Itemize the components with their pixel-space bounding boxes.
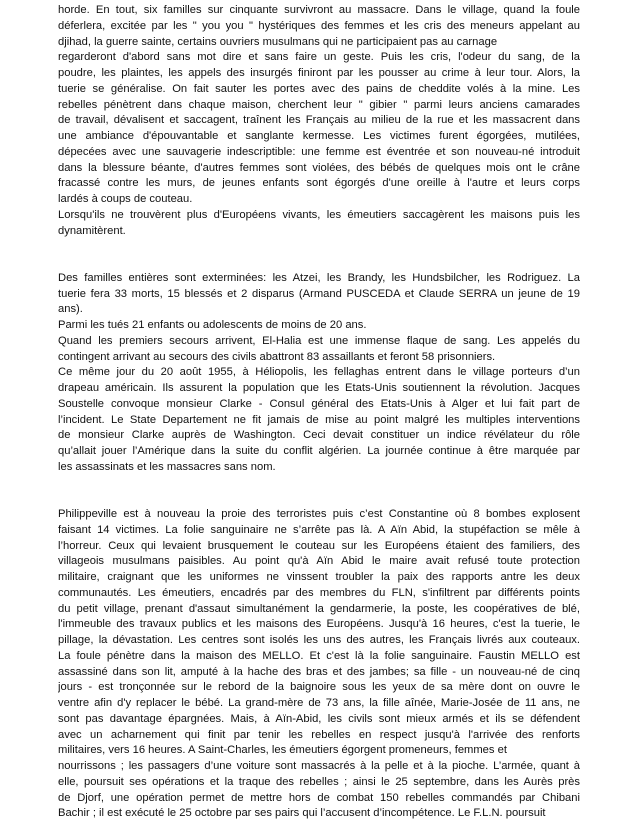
text-line: Soustelle convoque monsieur Clarke - Consul général des Etats-Unis à Alger et lui fait part de bbox=[58, 397, 580, 410]
text-line: dans la blessure béante, d'autres femmes sont violées, des bébés de quelques mois ont le crâne bbox=[58, 161, 580, 174]
text-line: Parmi les tués 21 enfants ou adolescents de moins de 20 ans. bbox=[58, 319, 367, 331]
text-line: pillage, la dévastation. Les centres sont isolés les uns des autres, les Français livrés aux couteaux. bbox=[58, 634, 580, 646]
text-line: l’incident. Le State Departement ne fit jamais de mise au point malgré les multiples interventions bbox=[58, 413, 580, 426]
text-line: villageois musulmans paisibles. Au point qu'à Aïn Abid le maire avait refusé toute protection bbox=[58, 555, 580, 568]
text-line: de Djorf, une opération permet de mettre hors de combat 150 rebelles commandés par Chibani bbox=[58, 791, 580, 804]
text-line: de travail, dévalisent et saccagent, traînent les Français au milieu de la rue et les massacrent dans bbox=[58, 114, 580, 127]
text-line: ventre afin d'y replacer le bébé. La grand-mère de 73 ans, la fille aînée, Marie-Josée de 11 ans, ne bbox=[58, 697, 580, 709]
text-line: dépecées avec une sauvagerie indescriptible: une femme est éventrée et son nouveau-né introduit bbox=[58, 145, 580, 158]
text-line: ans). bbox=[58, 303, 83, 316]
text-line: jours - est tronçonnée sur le rebord de la baignoire sous les yeux de sa mère dont on ouvre le bbox=[58, 681, 580, 694]
text-line: du petit village, prenant d'assaut simultanément la gendarmerie, la poste, les coopératives de blé, bbox=[58, 602, 580, 615]
paragraph-el-halia-massacre bbox=[58, 3, 580, 239]
text-line: avec un acharnement qui finit par tenir les rebelles en respect jusqu'à l'arrivée des renforts bbox=[58, 728, 580, 741]
paragraph-gap bbox=[58, 239, 580, 255]
text-line: Lorsqu'ils ne trouvèrent plus d'Européens vivants, les émeutiers saccagèrent les maisons puis les bbox=[58, 208, 580, 221]
paragraph-ain-abid bbox=[58, 507, 580, 822]
text-line: tuerie se généralise. On fait sauter les portes avec des pains de cheddite volés à la mine. Les bbox=[58, 82, 580, 95]
text-line: lardés à coups de couteau. bbox=[58, 193, 193, 205]
text-line: elle, poursuit ses opérations et la traque des rebelles ; ainsi le 25 septembre, dans les Aurès près bbox=[58, 775, 580, 788]
text-line: fracassé contre les murs, de jeunes enfants sont égorgés d'une oreille à l'autre et leurs corps bbox=[58, 177, 580, 190]
paragraph-gap bbox=[58, 476, 580, 492]
paragraph-victims-heliopolis bbox=[58, 271, 580, 476]
text-line: une ambiance d'épouvantable et sanglante kermesse. Les victimes furent égorgées, mutilées, bbox=[58, 130, 580, 142]
text-line: regarderont d'abord sans mot dire et sans faire un geste. Puis les cris, l'odeur du sang, de la bbox=[58, 51, 580, 64]
text-line: déferlera, excitée par les " you you " hystériques des femmes et les cris des meneurs appelant au bbox=[58, 19, 580, 32]
text-line: poudre, les plaintes, les appels des insurgés finiront par les pousser au crime à leur tour. Alors, la bbox=[58, 67, 580, 79]
text-line: Ce même jour du 20 août 1955, à Héliopolis, les fellaghas entrent dans le village porteurs d’un bbox=[58, 366, 580, 379]
text-line: horde. En tout, six familles sur cinquante survivront au massacre. Dans le village, quand la foule bbox=[58, 4, 580, 16]
text-line: faisant 14 victimes. La folie sanguinaire ne s’arrête pas là. A Aïn Abid, la stupéfaction se mêle à bbox=[58, 523, 580, 536]
paragraph-gap bbox=[58, 491, 580, 507]
text-line: qu’allait jouer l’Amérique dans la suite du conflit algérien. La journée continue à être marquée par bbox=[58, 445, 580, 457]
text-line: rebelles pénètrent dans chaque maison, cherchent leur " gibier " parmi leurs anciens camarades bbox=[58, 98, 580, 111]
text-line: de monsieur Clarke auprès de Washington. Ceci devait constituer un indice révélateur du rôle bbox=[58, 429, 580, 442]
text-line: militaires, vers 16 heures. A Saint-Charles, les émeutiers égorgent promeneurs, femmes et bbox=[58, 744, 507, 757]
text-line: l’horreur. Ceux qui levaient brusquement le couteau sur les Européens étaient des familiers, des bbox=[58, 539, 580, 552]
text-line: Bachir ; il est exécuté le 25 octobre par ses pairs qui l’accusent d’incompétence. Le F.L.N. poursuit bbox=[58, 807, 546, 820]
text-line: sont pas davantage épargnées. Mais, à Aïn-Abid, les civils sont mieux armés et ils se défendent bbox=[58, 712, 580, 725]
text-line: drapeau américain. Ils assurent la population que les Etats-Unis soutiennent la révolution. Jacques bbox=[58, 382, 580, 394]
text-line: contingent arrivant au secours des civils abattront 83 assaillants et feront 58 prisonniers. bbox=[58, 350, 496, 363]
text-line: les assassinats et les massacres sans nom. bbox=[58, 460, 276, 473]
paragraph-gap bbox=[58, 255, 580, 271]
text-line: tuerie fera 33 morts, 15 blessés et 2 disparus (Armand PUSCEDA et Claude SERRA un jeune de 19 bbox=[58, 287, 580, 300]
text-line: communautés. Les émeutiers, encadrés par des membres du FLN, s'infiltrent par différents points bbox=[58, 586, 580, 599]
text-line: l'immeuble des travaux publics et les maisons des Européens. Jusqu'à 16 heures, c'est la tuerie, le bbox=[58, 618, 580, 631]
text-line: Philippeville est à nouveau la proie des terroristes puis c’est Constantine où 8 bombes explosent bbox=[58, 508, 580, 520]
text-line: dynamitèrent. bbox=[58, 224, 126, 237]
text-line: militaire, craignant que les uniformes ne vinssent troubler la paix des rapports antre les deux bbox=[58, 571, 580, 583]
text-line: djihad, la guerre sainte, certains ouvriers musulmans qui ne participaient pas au carnage bbox=[58, 35, 498, 48]
text-line: nourrissons ; les passagers d’une voiture sont massacrés à la pelle et à la pioche. L’armée, quant à bbox=[58, 760, 580, 772]
text-line: La foule pénètre dans la maison des MELLO. Et c'est là la folie sanguinaire. Faustin MELLO est bbox=[58, 649, 580, 662]
text-line: Des familles entières sont exterminées: les Atzei, les Brandy, les Hundsbilcher, les Rodriguez. La bbox=[58, 271, 580, 284]
text-line: assassiné dans son lit, amputé à la hache des bras et des jambes; sa fille - un nouveau-né de cinq bbox=[58, 665, 580, 678]
text-line: Quand les premiers secours arrivent, El-Halia est une immense flaque de sang. Les appelés du bbox=[58, 334, 580, 347]
